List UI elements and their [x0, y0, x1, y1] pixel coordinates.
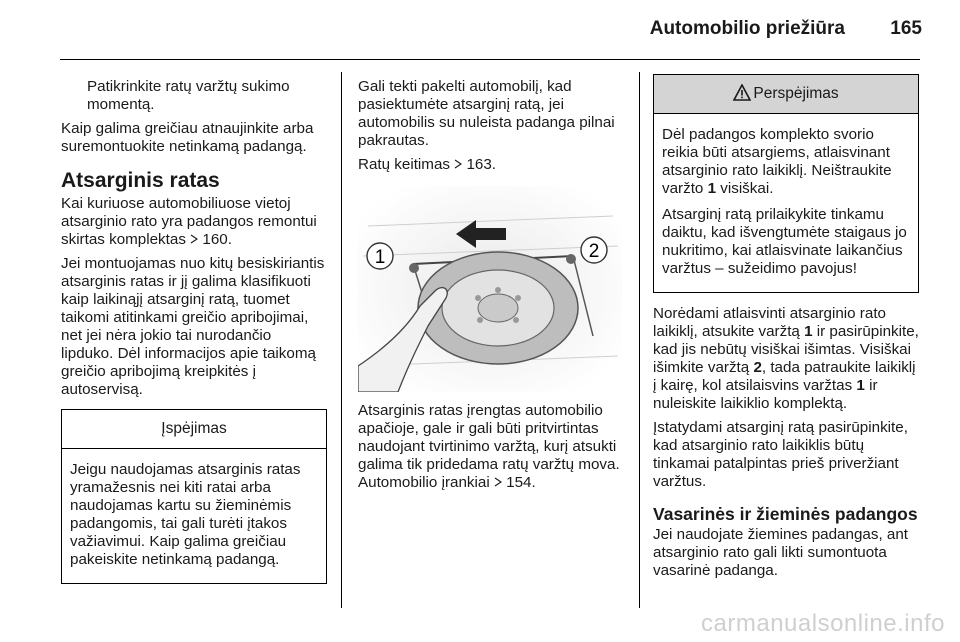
caution-box-title: Įspėjimas: [62, 410, 326, 449]
paragraph-winter-tyres: Jei naudojate žiemines padangas, ant atsarginio rato gali likti sumontuota vasarinė padanga.: [653, 526, 908, 579]
paragraph-install-spare: Įstatydami atsarginį ratą pasirūpinkite, kad atsarginio rato laikiklis būtų tinkamai patalpintas prieš priveržiant varžtus.: [653, 419, 908, 490]
column-divider-right: [639, 72, 640, 608]
header-rule: [60, 59, 920, 60]
triangle-ref-icon: [494, 474, 502, 491]
section-heading-summer-winter: Vasarinės ir žieminės padangos: [653, 504, 918, 524]
page-reference[interactable]: 160.: [202, 231, 232, 248]
paragraph-temporary-spare: Jei montuojamas nuo kitų besiskiriantis atsarginis ratas ir jį galima klasifikuoti kaip laikinąjį atsarginį ratą, tuomet taikomi atitinkami greičio apribojimai, net jei nėra jokio tai nurodančio lipduko. Dėl informacijos apie taikomą greičio apribojimą kreipkitės į autoservisą.: [61, 255, 325, 398]
triangle-ref-icon: [454, 156, 462, 173]
watermark: carmanualsonline.info: [701, 610, 945, 637]
left-column: [61, 78, 327, 584]
warning-triangle-icon: [733, 78, 751, 116]
page-reference[interactable]: 163.: [466, 156, 497, 173]
triangle-ref-icon: [190, 231, 198, 248]
paragraph-wheel-change-ref: Ratų keitimas 163.: [358, 156, 497, 173]
warning-box-title: Perspėjimas: [654, 75, 918, 114]
spare-wheel-illustration: [358, 186, 622, 392]
paragraph-repair-kit: Kai kuriuose automobiliuose vietoj atsarginio rato yra padangos remontui skirtas komplektas 160.: [61, 195, 317, 248]
page-reference[interactable]: 154.: [506, 474, 536, 491]
figure-label-2: 2: [588, 241, 600, 262]
paragraph-release-holder: Norėdami atlaisvinti atsarginio rato laikiklį, atsukite varžtą 1 ir pasirūpinkite, kad jis nebūtų visiškai išimtas. Visiškai išimkite varžtą 2, tada patraukite laikiklį į kairę, kol atsilaisvins varžtas 1 ir nuleiskite laikiklio komplektą.: [653, 305, 919, 412]
warning-text-support: Atsarginį ratą prilaikykite tinkamu daiktu, kad išvengtumėte staigaus jo nukritimo, kai atlaisvinate laikančius varžtus – sužeidimo pavojus!: [662, 206, 907, 277]
right-column: [653, 74, 919, 586]
paragraph-repair-tyre: Kaip galima greičiau atnaujinkite arba suremontuokite netinkamą padangą.: [61, 120, 314, 155]
figure-label-1: 1: [374, 247, 386, 268]
column-divider-left: [341, 72, 342, 608]
section-heading-spare-wheel: Atsarginis ratas: [61, 169, 220, 192]
page-number: 165: [890, 18, 922, 39]
caution-box-text: Jeigu naudojamas atsarginis ratas yramažesnis nei kiti ratai arba naudojamas kartu su žieminėmis padangomis, tai gali turėti įtakos važiavimui. Kaip galima greičiau pakeiskite netinkamą padangą.: [70, 461, 301, 568]
middle-column: [358, 78, 626, 498]
warning-box: [653, 74, 919, 293]
page-header-title: Automobilio priežiūra: [649, 18, 845, 39]
caution-box: [61, 409, 327, 584]
paragraph-check-torque: Patikrinkite ratų varžtų sukimo momentą.: [87, 78, 290, 113]
paragraph-raise-vehicle: Gali tekti pakelti automobilį, kad pasiektumėte atsarginį ratą, jei automobilis su nuleista padanga pilnai pakrautas.: [358, 78, 615, 149]
paragraph-spare-location: Atsarginis ratas įrengtas automobilio apačioje, gale ir gali būti pritvirtintas naudojant tvirtinimo varžtą, kurį atsukti galima tik pridedama ratų varžtų mova. Automobilio įrankiai 154.: [358, 402, 620, 491]
warning-text-weight: Dėl padangos komplekto svorio reikia būti atsargiems, atlaisvinant atsarginio rato laikiklį. Neištraukite varžto 1 visiškai.: [662, 126, 892, 197]
